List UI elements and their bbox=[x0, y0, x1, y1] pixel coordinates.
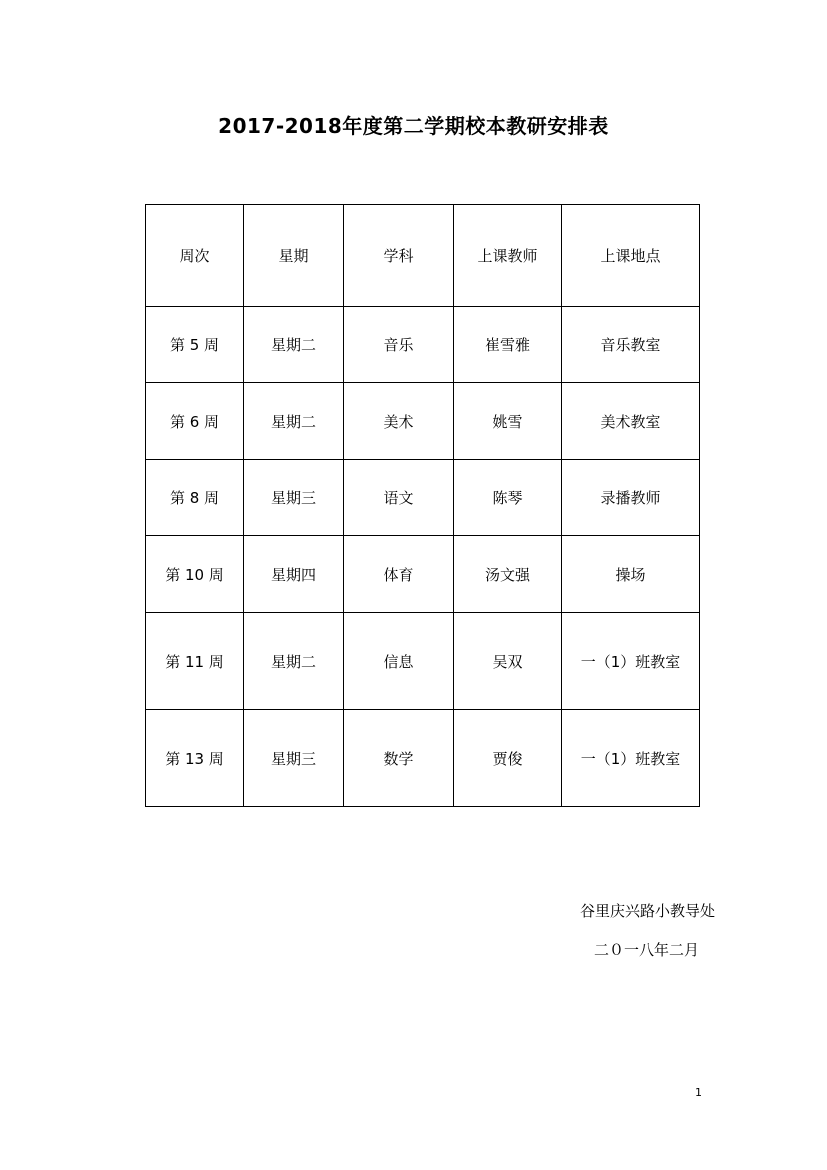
table-header-row bbox=[146, 205, 700, 307]
cell-week: 第 11 周 bbox=[146, 613, 244, 710]
table-row bbox=[146, 460, 700, 536]
page-title: 2017-2018年度第二学期校本教研安排表 bbox=[218, 114, 609, 138]
cell-weekday: 星期二 bbox=[244, 383, 344, 460]
cell-location: 音乐教室 bbox=[562, 307, 700, 383]
cell-weekday: 星期三 bbox=[244, 710, 344, 807]
table-row bbox=[146, 613, 700, 710]
cell-weekday: 星期四 bbox=[244, 536, 344, 613]
cell-subject: 体育 bbox=[344, 536, 454, 613]
cell-weekday: 星期二 bbox=[244, 613, 344, 710]
cell-week: 第 6 周 bbox=[146, 383, 244, 460]
cell-subject: 信息 bbox=[344, 613, 454, 710]
cell-weekday: 星期三 bbox=[244, 460, 344, 536]
cell-week: 第 8 周 bbox=[146, 460, 244, 536]
header-teacher: 上课教师 bbox=[454, 205, 562, 307]
cell-teacher: 姚雪 bbox=[454, 383, 562, 460]
cell-location: 操场 bbox=[562, 536, 700, 613]
schedule-table bbox=[145, 204, 700, 807]
cell-weekday: 星期二 bbox=[244, 307, 344, 383]
signature-organization: 谷里庆兴路小教导处 bbox=[579, 902, 715, 920]
cell-subject: 数学 bbox=[344, 710, 454, 807]
signature-date: 二０一八年二月 bbox=[593, 941, 699, 959]
page-number: 1 bbox=[695, 1086, 702, 1099]
table-row bbox=[146, 383, 700, 460]
cell-location: 美术教室 bbox=[562, 383, 700, 460]
cell-teacher: 贾俊 bbox=[454, 710, 562, 807]
cell-location: 录播教师 bbox=[562, 460, 700, 536]
header-subject: 学科 bbox=[344, 205, 454, 307]
cell-week: 第 5 周 bbox=[146, 307, 244, 383]
cell-teacher: 吴双 bbox=[454, 613, 562, 710]
cell-teacher: 陈琴 bbox=[454, 460, 562, 536]
cell-teacher: 崔雪雅 bbox=[454, 307, 562, 383]
table-row bbox=[146, 536, 700, 613]
cell-week: 第 13 周 bbox=[146, 710, 244, 807]
cell-subject: 语文 bbox=[344, 460, 454, 536]
cell-teacher: 汤文强 bbox=[454, 536, 562, 613]
cell-week: 第 10 周 bbox=[146, 536, 244, 613]
header-weekday: 星期 bbox=[244, 205, 344, 307]
cell-subject: 音乐 bbox=[344, 307, 454, 383]
table-row bbox=[146, 307, 700, 383]
cell-location: 一（1）班教室 bbox=[562, 710, 700, 807]
header-location: 上课地点 bbox=[562, 205, 700, 307]
cell-subject: 美术 bbox=[344, 383, 454, 460]
table-row bbox=[146, 710, 700, 807]
header-week: 周次 bbox=[146, 205, 244, 307]
cell-location: 一（1）班教室 bbox=[562, 613, 700, 710]
